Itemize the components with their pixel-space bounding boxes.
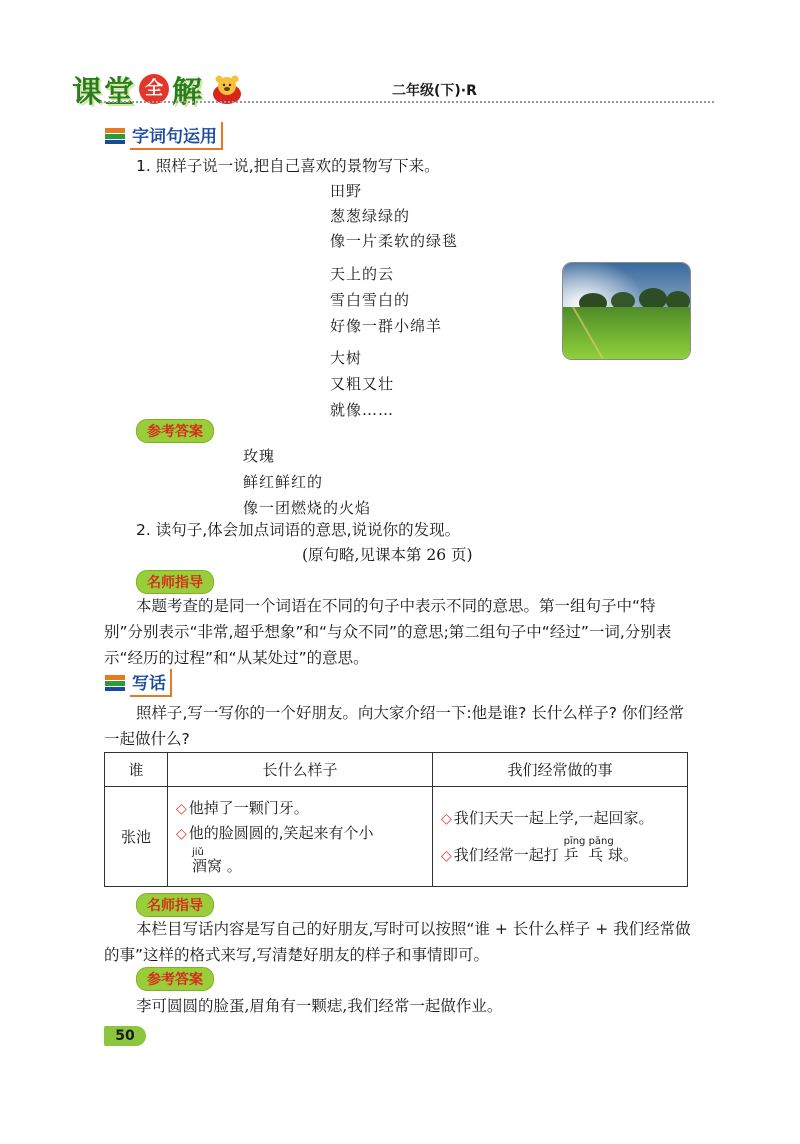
diamond-bullet-icon: ◇ <box>441 847 452 864</box>
answer-stanza <box>243 443 371 521</box>
looks-line-1 <box>176 796 426 821</box>
answer-line: 鲜红鲜红的 <box>243 473 324 491</box>
col-header-who: 谁 <box>105 753 168 787</box>
cell-activities <box>433 787 688 887</box>
book-stack-icon <box>104 674 126 692</box>
page-number: 50 <box>104 1026 146 1046</box>
question-1-prompt: 1. 照样子说一说,把自己喜欢的景物写下来。 <box>136 157 440 175</box>
looks-text: 窝 。 <box>207 856 242 875</box>
header-divider <box>100 101 714 103</box>
question-2-note: (原句略,见课本第 26 页) <box>302 546 473 564</box>
stanza-line: 大树 <box>330 349 363 367</box>
field-photo <box>562 262 691 360</box>
activities-text: 我们经常一起打 <box>453 845 559 864</box>
diamond-bullet-icon: ◇ <box>441 810 452 827</box>
stanza-line: 天上的云 <box>330 265 395 283</box>
col-header-activities: 我们经常做的事 <box>433 753 688 787</box>
answer-badge-2 <box>136 967 214 991</box>
diamond-bullet-icon: ◇ <box>176 825 187 842</box>
landscape-image-icon <box>563 263 690 359</box>
answer-line: 玫瑰 <box>243 447 276 465</box>
table-row <box>105 787 688 887</box>
activities-text: 球。 <box>607 845 638 864</box>
guide-badge-1 <box>136 570 214 594</box>
pinyin-word <box>563 835 614 867</box>
section-title: 写话 <box>130 669 172 697</box>
table-header-row <box>105 753 688 787</box>
pinyin: pīng pāng <box>563 835 614 847</box>
hanzi: 酒 <box>192 856 208 875</box>
col-header-looks: 长什么样子 <box>168 753 433 787</box>
answer-line: 像一团燃烧的火焰 <box>243 499 372 517</box>
looks-text: 他的脸圆圆的,笑起来有个小 <box>188 823 374 842</box>
section-heading-word-usage <box>104 124 223 148</box>
looks-text: 他掉了一颗门牙。 <box>188 798 309 817</box>
stanza-line: 就像…… <box>330 401 395 419</box>
cell-who: 张池 <box>105 787 168 887</box>
section-title: 字词句运用 <box>130 122 223 150</box>
brand-char-3: 全 <box>139 74 169 104</box>
brand-char-2: 堂 <box>104 75 136 110</box>
looks-line-2 <box>176 821 426 846</box>
stanza-line: 雪白雪白的 <box>330 291 411 309</box>
writing-prompt: 照样子,写一写你的一个好朋友。向大家介绍一下:他是谁? 长什么样子? 你们经常一起做什么? <box>104 704 684 748</box>
stanza-line: 葱葱绿绿的 <box>330 207 411 225</box>
hanzi: 乓 <box>588 845 604 864</box>
answer-paragraph-2: 李可圆圆的脸蛋,眉角有一颗痣,我们经常一起做作业。 <box>136 997 503 1015</box>
teacher-guide-badge: 名师指导 <box>136 570 214 594</box>
pinyin-word <box>192 846 208 878</box>
stanza-line: 像一片柔软的绿毯 <box>330 232 459 250</box>
reference-answer-badge: 参考答案 <box>136 967 214 991</box>
grade-label: 二年级(下)·R <box>392 83 477 99</box>
example-stanza-2 <box>330 261 442 339</box>
hanzi: 乒 <box>563 845 579 864</box>
example-stanza-3 <box>330 345 394 423</box>
section-heading-writing <box>104 671 172 695</box>
question-2-prompt: 2. 读句子,体会加点词语的意思,说说你的发现。 <box>136 521 461 539</box>
activities-line-2 <box>441 835 681 868</box>
stanza-line: 田野 <box>330 182 363 200</box>
pinyin: jiǔ <box>192 846 204 858</box>
cell-looks <box>168 787 433 887</box>
stanza-line: 好像一群小绵羊 <box>330 317 443 335</box>
activities-text: 我们天天一起上学,一起回家。 <box>453 808 654 827</box>
friend-table <box>104 752 688 887</box>
diamond-bullet-icon: ◇ <box>176 800 187 817</box>
reference-answer-badge: 参考答案 <box>136 419 214 443</box>
stanza-line: 又粗又壮 <box>330 375 395 393</box>
teacher-guide-badge: 名师指导 <box>136 893 214 917</box>
guide-paragraph-2: 本栏目写话内容是写自己的好朋友,写时可以按照“谁 + 长什么样子 + 我们经常做的事”这样的格式来写,写清楚好朋友的样子和事情即可。 <box>104 920 691 964</box>
answer-badge-1 <box>136 419 214 443</box>
looks-line-3 <box>176 846 426 878</box>
activities-line-1 <box>441 806 681 831</box>
book-stack-icon <box>104 127 126 145</box>
guide-paragraph-1: 本题考查的是同一个词语在不同的句子中表示不同的意思。第一组句子中“特别”分别表示“非常,超乎想象”和“与众不同”的意思;第二组句子中“经过”一词,分别表示“经历的过程”和“从某处过”的意思。 <box>104 597 672 667</box>
example-stanza-1 <box>330 179 458 254</box>
brand-char-1: 课 <box>72 75 104 110</box>
guide-badge-2 <box>136 893 214 917</box>
brand-char-4: 解 <box>172 75 204 110</box>
bear-mascot-icon <box>210 74 244 104</box>
